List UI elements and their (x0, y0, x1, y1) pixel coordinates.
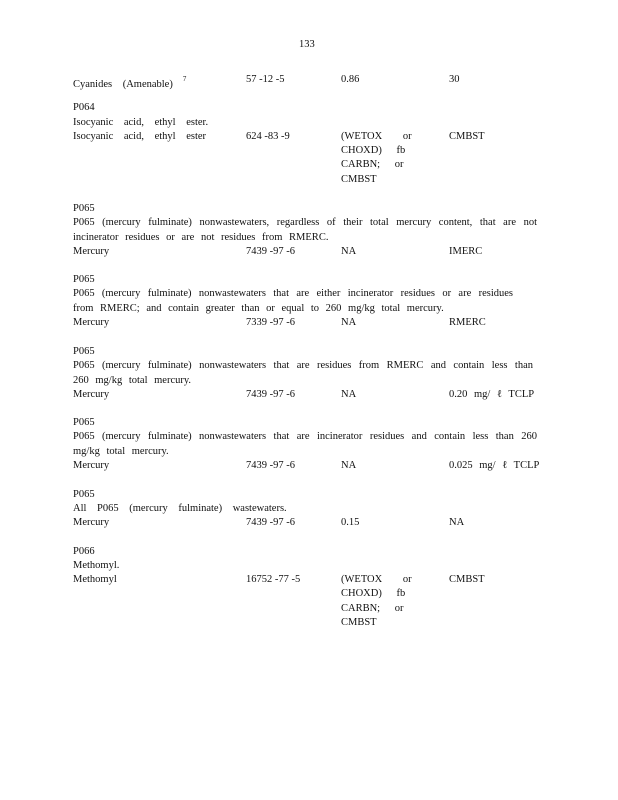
waste-description: All P065 (mercury fulminate) wastewaters. (73, 503, 287, 514)
cas-number: 7439 -97 -6 (246, 389, 295, 400)
treatment-line: CMBST (341, 617, 377, 628)
treatment-line: (WETOX or (341, 131, 412, 142)
treatment-line: CARBN; or (341, 159, 404, 170)
constituent-name: Cyanides (Amenable) $^7$ (73, 75, 187, 90)
waste-description: P065 (mercury fulminate) nonwastewaters that are either incinerator residues or are residues from RMERC; and contain greater than or equal to 260 mg/kg total mercury. (73, 288, 513, 314)
wastewater-standard: 0.86 (341, 74, 360, 85)
wastewater-standard: NA (341, 460, 357, 471)
wastewater-standard: NA (341, 389, 357, 400)
cas-number: 7339 -97 -6 (246, 317, 295, 328)
cas-number: 7439 -97 -6 (246, 460, 295, 471)
constituent-name: Mercury (73, 460, 110, 471)
nonwastewater-standard: 0.20 mg/ ℓ TCLP (449, 389, 535, 400)
cas-number: 624 -83 -9 (246, 131, 290, 142)
constituent-name: Isocyanic acid, ethyl ester (73, 131, 207, 142)
constituent-name: Mercury (73, 389, 110, 400)
nonwastewater-standard: RMERC (449, 317, 486, 328)
waste-description: P065 (mercury fulminate) nonwastewaters that are residues from RMERC and contain less than 260 mg/kg total mercury. (73, 360, 533, 386)
waste-code: P065 (73, 489, 95, 500)
waste-description: Methomyl. (73, 560, 120, 571)
constituent-name: Mercury (73, 517, 110, 528)
cas-number: 57 -12 -5 (246, 74, 285, 85)
constituent-name: Mercury (73, 317, 110, 328)
wastewater-standard: NA (341, 317, 357, 328)
waste-code: P066 (73, 546, 95, 557)
treatment-line: CARBN; or (341, 603, 404, 614)
nonwastewater-standard: 30 (449, 74, 460, 85)
waste-code: P065 (73, 417, 95, 428)
nonwastewater-standard: 0.025 mg/ ℓ TCLP (449, 460, 540, 471)
nonwastewater-standard: NA (449, 517, 465, 528)
treatment-line: (WETOX or (341, 574, 412, 585)
waste-code: P065 (73, 203, 95, 214)
cas-number: 7439 -97 -6 (246, 517, 295, 528)
nonwastewater-standard: CMBST (449, 574, 485, 585)
waste-code: P065 (73, 346, 95, 357)
constituent-name: Mercury (73, 246, 110, 257)
footnote-marker: 7 (182, 75, 187, 83)
wastewater-standard: NA (341, 246, 357, 257)
waste-code: P065 (73, 274, 95, 285)
cas-number: 7439 -97 -6 (246, 246, 295, 257)
cas-number: 16752 -77 -5 (246, 574, 301, 585)
constituent-name: Methomyl (73, 574, 117, 585)
treatment-line: CHOXD) fb (341, 145, 406, 156)
waste-description: P065 (mercury fulminate) nonwastewaters that are incinerator residues and contain less than 260 mg/kg total mercury. (73, 431, 537, 457)
waste-description: P065 (mercury fulminate) nonwastewaters, regardless of their total mercury content, that are not incinerator residues or are not residues from RMERC. (73, 217, 537, 243)
page-number: 133 (299, 39, 315, 50)
treatment-line: CMBST (341, 174, 377, 185)
waste-code: P064 (73, 102, 95, 113)
treatment-line: CHOXD) fb (341, 588, 406, 599)
nonwastewater-standard: CMBST (449, 131, 485, 142)
waste-description: Isocyanic acid, ethyl ester. (73, 117, 209, 128)
nonwastewater-standard: IMERC (449, 246, 483, 257)
wastewater-standard: 0.15 (341, 517, 360, 528)
